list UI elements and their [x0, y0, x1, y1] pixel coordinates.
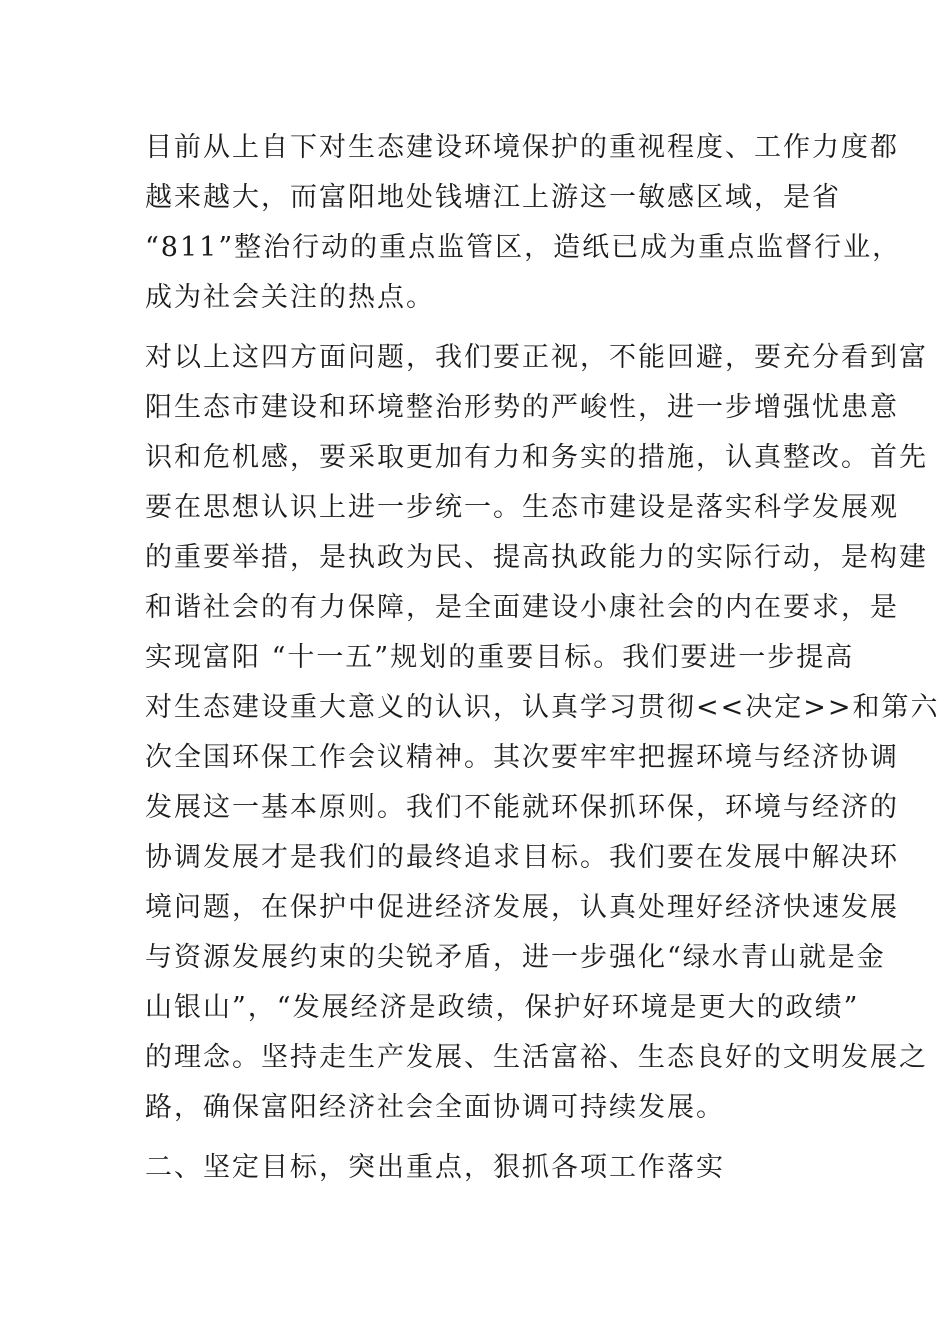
- paragraph-1-line-2: 越来越大，而富阳地处钱塘江上游这一敏感区域，是省: [145, 182, 841, 213]
- paragraph-2-line-12: 境问题，在保护中促进经济发展，认真处理好经济快速发展: [145, 892, 899, 923]
- paragraph-2-line-1: 对以上这四方面问题，我们要正视，不能回避，要充分看到富: [145, 342, 928, 373]
- section-heading-2: 二、坚定目标，突出重点，狠抓各项工作落实: [145, 1152, 725, 1183]
- paragraph-2-line-10: 发展这一基本原则。我们不能就环保抓环保，环境与经济的: [145, 792, 899, 823]
- paragraph-2-line-14: 山银山”，“发展经济是政绩，保护好环境是更大的政绩”: [145, 992, 860, 1023]
- paragraph-2-line-9: 次全国环保工作会议精神。其次要牢牢把握环境与经济协调: [145, 742, 899, 773]
- paragraph-2-line-2: 阳生态市建设和环境整治形势的严峻性，进一步增强忧患意: [145, 392, 899, 423]
- paragraph-2-line-13: 与资源发展约束的尖锐矛盾，进一步强化“绿水青山就是金: [145, 942, 886, 973]
- paragraph-2-line-8: 对生态建设重大意义的认识，认真学习贯彻<<决定>>和第六: [145, 692, 940, 723]
- paragraph-1-line-3: “811”整治行动的重点监管区，造纸已成为重点监督行业，: [145, 232, 902, 263]
- paragraph-2-line-11: 协调发展才是我们的最终追求目标。我们要在发展中解决环: [145, 842, 899, 873]
- paragraph-1-line-4: 成为社会关注的热点。: [145, 282, 435, 313]
- paragraph-2-line-7: 实现富阳 “十一五”规划的重要目标。我们要进一步提高: [145, 642, 855, 673]
- paragraph-2-line-3: 识和危机感，要采取更加有力和务实的措施，认真整改。首先: [145, 442, 928, 473]
- paragraph-2-line-6: 和谐社会的有力保障，是全面建设小康社会的内在要求，是: [145, 592, 899, 623]
- paragraph-2-line-15: 的理念。坚持走生产发展、生活富裕、生态良好的文明发展之: [145, 1042, 928, 1073]
- paragraph-1-line-1: 目前从上自下对生态建设环境保护的重视程度、工作力度都: [145, 132, 899, 163]
- paragraph-2-line-16: 路，确保富阳经济社会全面协调可持续发展。: [145, 1092, 725, 1123]
- paragraph-2-line-4: 要在思想认识上进一步统一。生态市建设是落实科学发展观: [145, 492, 899, 523]
- paragraph-2-line-5: 的重要举措，是执政为民、提高执政能力的实际行动，是构建: [145, 542, 928, 573]
